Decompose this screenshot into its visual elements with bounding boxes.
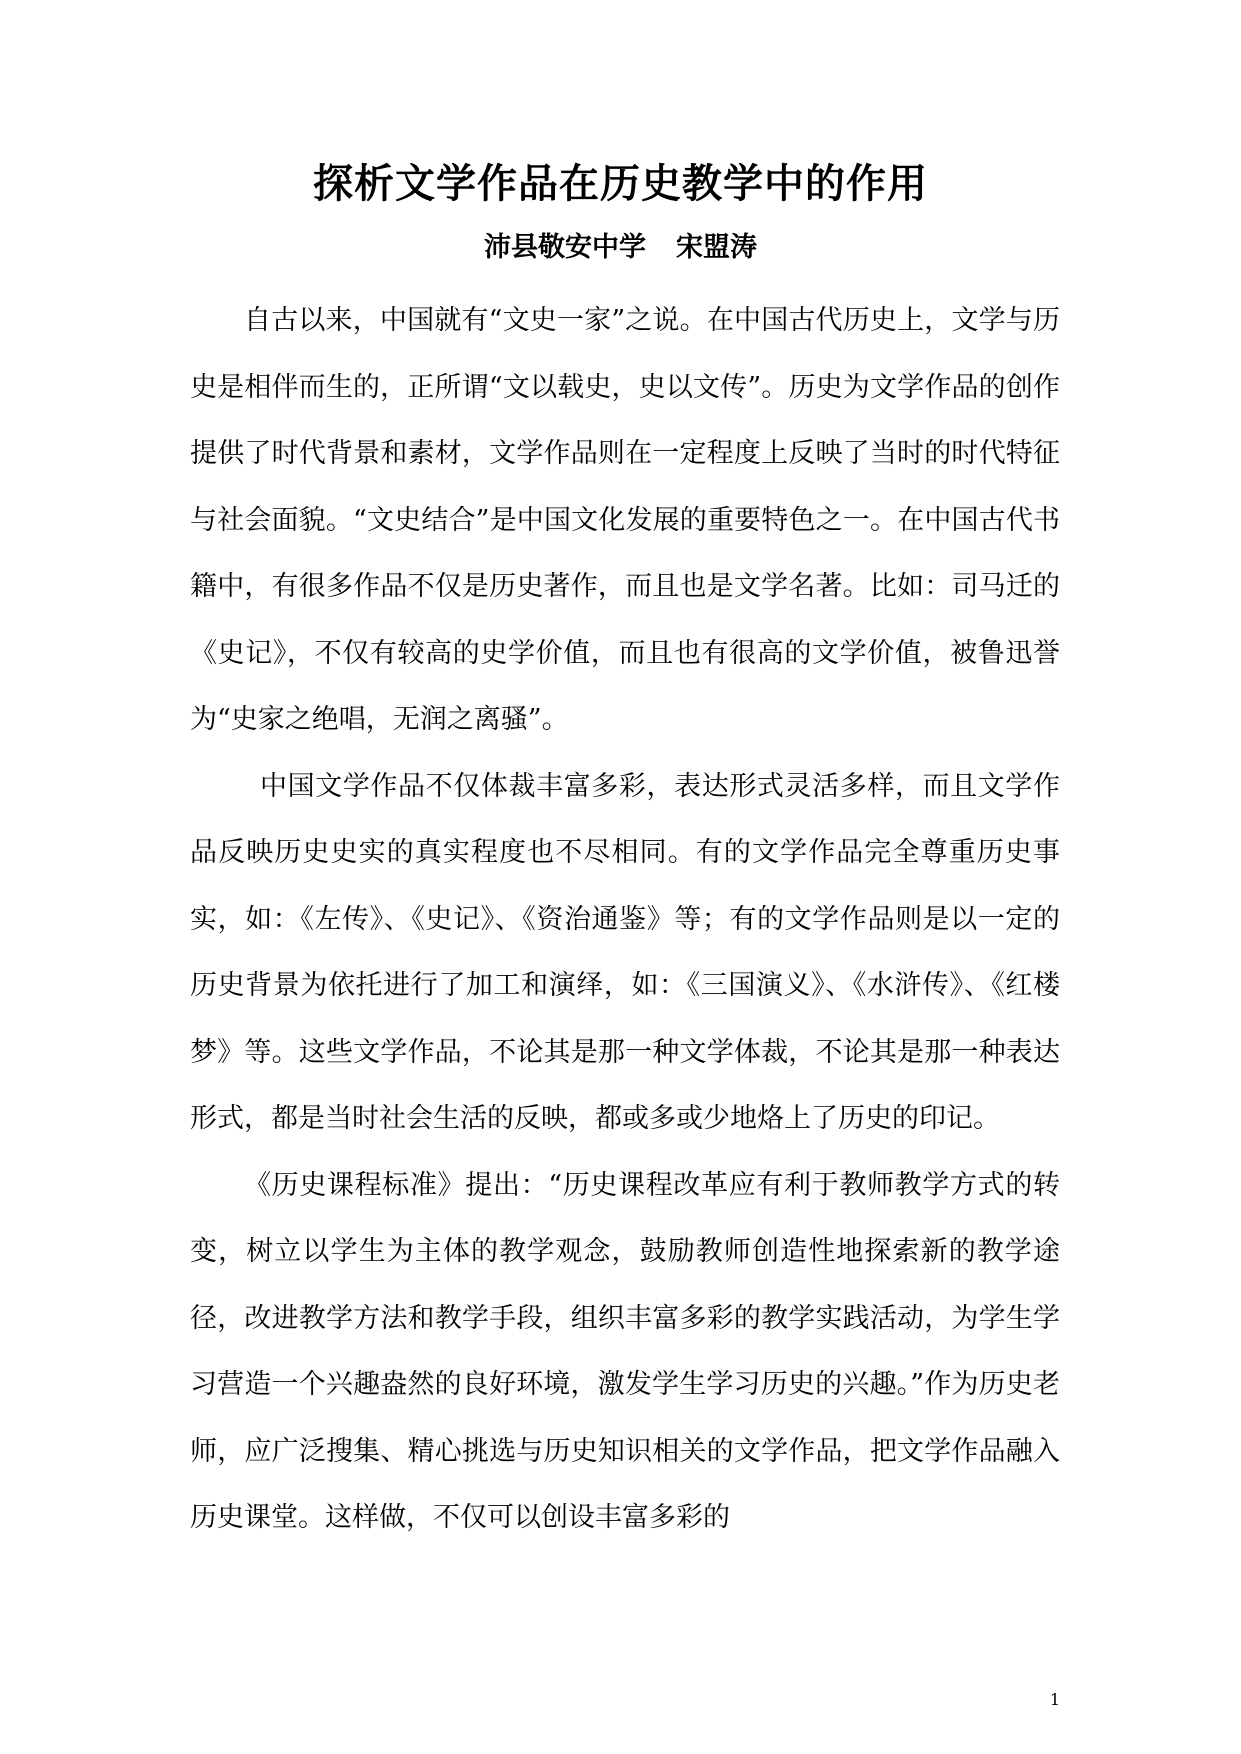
paragraph-3: 《历史课程标准》提出：“历史课程改革应有利于教师教学方式的转变，树立以学生为主体的教学观念，鼓励教师创造性地探索新的教学途径，改进教学方法和教学手段，组织丰富多彩的教学实践活动，为学生学习营造一个兴趣盎然的良好环境，激发学生学习历史的兴趣。”作为历史老师，应广泛搜集、精心挑选与历史知识相关的文学作品，把文学作品融入历史课堂。这样做，不仅可以创设丰富多彩的 — [190, 1169, 1060, 1533]
body-text — [190, 288, 1060, 1552]
byline — [0, 228, 1241, 268]
page-number: 1 — [1049, 1690, 1060, 1709]
paragraph-1: 自古以来，中国就有“文史一家”之说。在中国古代历史上，文学与历史是相伴而生的，正所谓“文以载史，史以文传”。历史为文学作品的创作提供了时代背景和素材，文学作品则在一定程度上反映了当时的时代特征与社会面貌。“文史结合”是中国文化发展的重要特色之一。在中国古代书籍中，有很多作品不仅是历史著作，而且也是文学名著。比如：司马迁的《史记》，不仅有较高的史学价值，而且也有很高的文学价值，被鲁迅誉为“史家之绝唱，无润之离骚”。 — [190, 305, 1060, 735]
page-title: 探析文学作品在历史教学中的作用 — [313, 160, 928, 207]
author-name: 宋盟涛 — [676, 232, 757, 263]
paragraph-2: 中国文学作品不仅体裁丰富多彩，表达形式灵活多样，而且文学作品反映历史史实的真实程度也不尽相同。有的文学作品完全尊重历史事实，如：《左传》、《史记》、《资治通鉴》等；有的文学作品则是以一定的历史背景为依托进行了加工和演绎，如：《三国演义》、《水浒传》、《红楼梦》等。这些文学作品，不论其是那一种文学体裁，不论其是那一种表达形式，都是当时社会生活的反映，都或多或少地烙上了历史的印记。 — [190, 770, 1060, 1134]
author-school: 沛县敬安中学 — [484, 232, 646, 263]
